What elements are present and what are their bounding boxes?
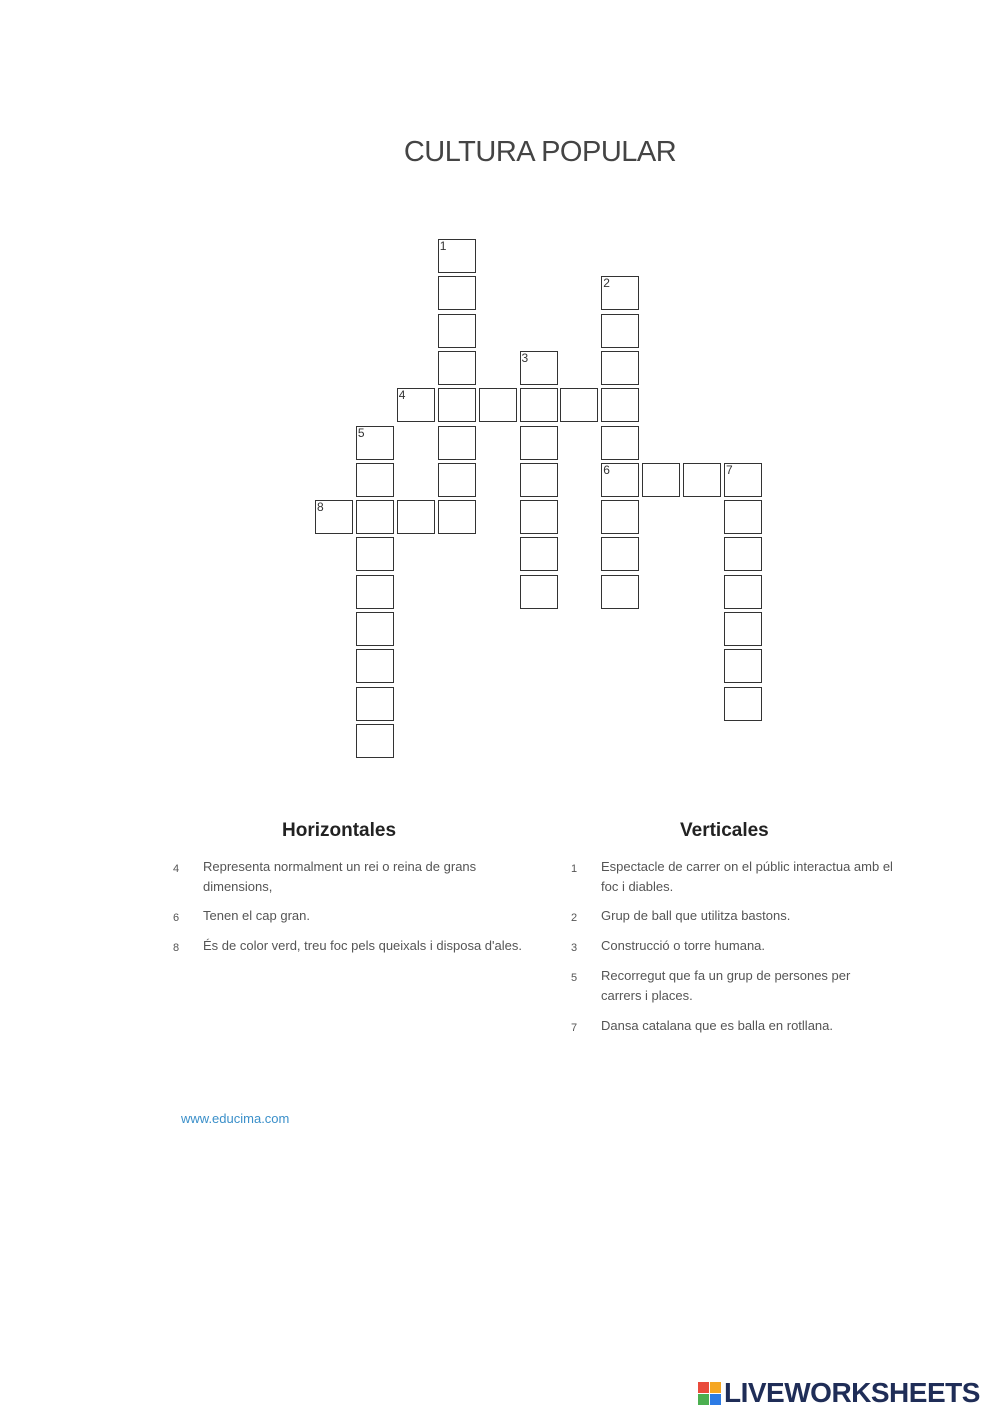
verticales-heading: Verticales <box>680 820 769 841</box>
crossword-cell[interactable] <box>724 463 762 497</box>
clue-number: 8 <box>173 942 180 954</box>
logo-square <box>698 1394 709 1405</box>
clue-text: Dansa catalana que es balla en rotllana. <box>601 1018 833 1033</box>
clue-number: 7 <box>571 1022 578 1034</box>
crossword-cell[interactable] <box>601 351 639 385</box>
educima-link[interactable]: www.educima.com <box>181 1111 290 1126</box>
crossword-cell[interactable] <box>356 612 394 646</box>
logo-square <box>698 1382 709 1393</box>
crossword-cell[interactable] <box>397 388 435 422</box>
crossword-cell[interactable] <box>356 687 394 721</box>
crossword-cell[interactable] <box>356 463 394 497</box>
clue-text: Representa normalment un rei o reina de grans dimensions, <box>203 859 477 894</box>
liveworksheets-logo-icon <box>698 1382 721 1405</box>
clue-text: És de color verd, treu foc pels queixals i disposa d'ales. <box>203 938 522 953</box>
cell-number: 1 <box>439 239 447 253</box>
crossword-cell[interactable] <box>601 575 639 609</box>
crossword-cell[interactable] <box>356 500 394 534</box>
crossword-cell[interactable] <box>601 388 639 422</box>
liveworksheets-brand <box>698 1377 980 1409</box>
cell-number: 2 <box>603 276 610 291</box>
cell-number: 7 <box>726 462 733 477</box>
clue-down-1 <box>571 857 911 897</box>
cell-number: 4 <box>398 388 406 403</box>
cell-number: 3 <box>521 350 529 365</box>
crossword-cell[interactable] <box>601 463 639 497</box>
crossword-cell[interactable] <box>724 649 762 683</box>
clue-text: Construcció o torre humana. <box>601 938 766 953</box>
crossword-cell[interactable] <box>315 500 353 534</box>
clue-across-6 <box>173 906 533 926</box>
crossword-cell[interactable] <box>356 575 394 609</box>
cell-number: 5 <box>357 425 365 440</box>
crossword-cell[interactable] <box>438 314 476 348</box>
crossword-cell[interactable] <box>520 575 558 609</box>
clue-across-4 <box>173 857 533 897</box>
crossword-cell[interactable] <box>479 388 517 422</box>
brand-name: LIVEWORKSHEETS <box>724 1377 980 1408</box>
crossword-cell[interactable] <box>601 314 639 348</box>
clue-across-8 <box>173 936 533 956</box>
crossword-cell[interactable] <box>724 575 762 609</box>
crossword-cell[interactable] <box>438 276 476 310</box>
crossword-cell[interactable] <box>520 351 558 385</box>
crossword-cell[interactable] <box>520 388 558 422</box>
horizontales-heading: Horizontales <box>282 820 397 841</box>
crossword-cell[interactable] <box>356 537 394 571</box>
crossword-cell[interactable] <box>601 500 639 534</box>
crossword-cell[interactable] <box>520 500 558 534</box>
clue-text: Recorregut que fa un grup de persones per carrers i places. <box>601 968 851 1003</box>
crossword-cell[interactable] <box>683 463 721 497</box>
crossword-cell[interactable] <box>438 463 476 497</box>
logo-square <box>710 1382 721 1393</box>
crossword-cell[interactable] <box>520 426 558 460</box>
crossword-cell[interactable] <box>356 426 394 460</box>
clue-number: 3 <box>571 942 578 954</box>
crossword-cell[interactable] <box>724 612 762 646</box>
clue-down-3 <box>571 936 931 956</box>
clue-text: Grup de ball que utilitza bastons. <box>601 908 791 923</box>
clue-down-7 <box>571 1016 931 1036</box>
crossword-cell[interactable] <box>438 500 476 534</box>
clue-text: Tenen el cap gran. <box>203 908 310 923</box>
crossword-cell[interactable] <box>356 724 394 758</box>
crossword-cell[interactable] <box>601 426 639 460</box>
clue-down-5 <box>571 966 891 1006</box>
crossword-cell[interactable] <box>438 239 476 273</box>
crossword-cell[interactable] <box>560 388 598 422</box>
crossword-cell[interactable] <box>601 537 639 571</box>
clue-text: Espectacle de carrer on el públic interactua amb el foc i diables. <box>601 859 893 894</box>
crossword-cell[interactable] <box>642 463 680 497</box>
logo-square <box>710 1394 721 1405</box>
crossword-cell[interactable] <box>397 500 435 534</box>
crossword-cell[interactable] <box>438 388 476 422</box>
crossword-cell[interactable] <box>438 426 476 460</box>
clue-number: 6 <box>173 912 180 924</box>
crossword-cell[interactable] <box>724 500 762 534</box>
crossword-cell[interactable] <box>356 649 394 683</box>
crossword-cell[interactable] <box>724 537 762 571</box>
crossword-cell[interactable] <box>601 276 639 310</box>
crossword-cell[interactable] <box>438 351 476 385</box>
cell-number: 6 <box>603 462 610 477</box>
clue-number: 1 <box>571 863 578 875</box>
clue-down-2 <box>571 906 931 926</box>
crossword-cell[interactable] <box>724 687 762 721</box>
clue-number: 5 <box>571 972 578 984</box>
cell-number: 8 <box>317 500 324 515</box>
page-title: CULTURA POPULAR <box>403 136 677 168</box>
crossword-cell[interactable] <box>520 463 558 497</box>
clue-number: 2 <box>571 912 578 924</box>
clue-number: 4 <box>173 863 180 875</box>
crossword-cell[interactable] <box>520 537 558 571</box>
